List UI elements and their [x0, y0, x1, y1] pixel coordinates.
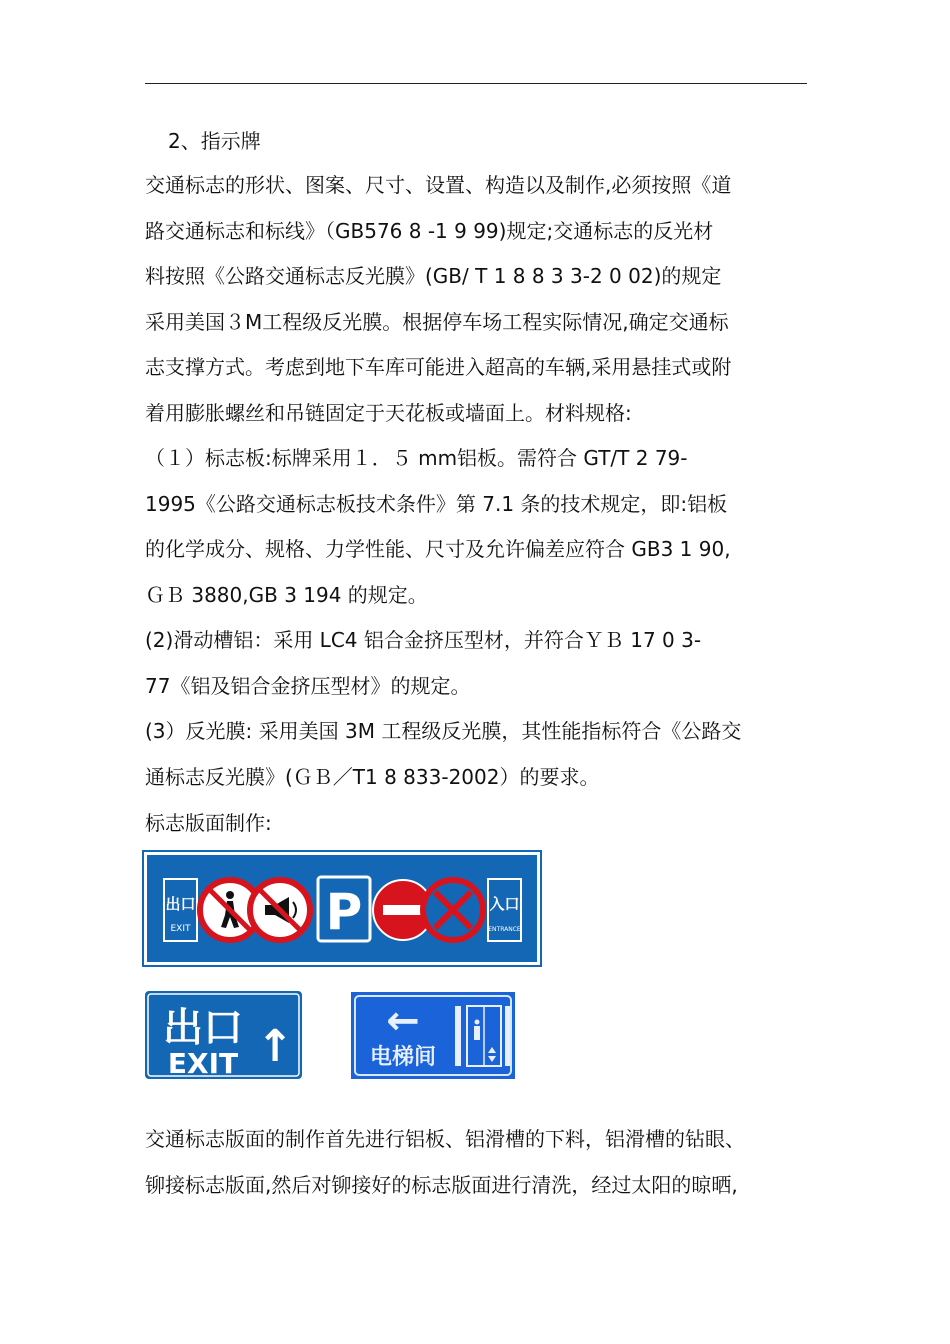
- text-line: 志支撑方式。考虑到地下车库可能进入超高的车辆,采用悬挂式或附: [145, 355, 732, 379]
- sign-panel-image: [144, 852, 540, 965]
- exit-sign-cn: 出口: [163, 1005, 243, 1051]
- elevator-sign-graphic: [351, 992, 515, 1079]
- paragraph-sliding-channel: [145, 618, 815, 709]
- header-rule: [145, 83, 807, 84]
- sign-panel-graphic: [147, 855, 537, 962]
- entrance-cn-label: 入口: [489, 895, 520, 913]
- text-line: 料按照《公路交通标志反光膜》(GB/ T 1 8 8 3 3-2 0 02)的规定: [145, 264, 722, 288]
- text-line: 路交通标志和标线》（GB576 8 -1 9 99)规定;交通标志的反光材: [145, 218, 714, 243]
- exit-sign-graphic: [145, 991, 302, 1079]
- text-line: 交通标志版面的制作首先进行铝板、铝滑槽的下料，铝滑槽的钻眼、: [145, 1127, 745, 1151]
- text-line: 通标志反光膜》(ＧＢ／T1 8 833-2002）的要求。: [145, 764, 600, 789]
- text-line: (2)滑动槽铝：采用 LC4 铝合金挤压型材，并符合ＹＢ 17 0 3-: [145, 628, 702, 652]
- text-line: 着用膨胀螺丝和吊链固定于天花板或墙面上。材料规格:: [145, 400, 632, 425]
- text-line: 铆接标志版面,然后对铆接好的标志版面进行清洗，经过太阳的晾晒,: [145, 1172, 738, 1197]
- caption-sign-layout: 标志版面制作:: [145, 811, 272, 835]
- elevator-label: 电梯间: [369, 1045, 437, 1070]
- paragraph-production: [145, 1117, 815, 1208]
- exit-sign-image: [145, 991, 302, 1079]
- exit-en-label: EXIT: [170, 924, 191, 934]
- elevator-sign-image: [351, 992, 515, 1079]
- text-line: 交通标志的形状、图案、尺寸、设置、构造以及制作,必须按照《道: [145, 173, 732, 197]
- text-line: 77《铝及铝合金挤压型材》的规定。: [145, 673, 471, 698]
- up-arrow-icon: ↑: [256, 1021, 294, 1072]
- parking-label: P: [325, 883, 363, 941]
- exit-sign-en: EXIT: [167, 1047, 239, 1079]
- text-line: 的化学成分、规格、力学性能、尺寸及允许偏差应符合 GB3 1 90,: [145, 537, 731, 561]
- paragraph-materials: [145, 163, 815, 436]
- text-line: 采用美国３M工程级反光膜。根据停车场工程实际情况,确定交通标: [145, 309, 729, 334]
- text-line: （１）标志板:标牌采用１．５ mm铝板。需符合 GT/T 2 79-: [145, 446, 688, 470]
- paragraph-reflective-film: [145, 709, 815, 800]
- paragraph-sign-board: [145, 436, 815, 618]
- text-line: (3）反光膜: 采用美国 3M 工程级反光膜，其性能指标符合《公路交: [145, 719, 742, 743]
- exit-cn-label: 出口: [165, 895, 196, 913]
- text-line: 1995《公路交通标志板技术条件》第 7.1 条的技术规定，即:铝板: [145, 491, 728, 516]
- text-line: ＧＢ 3880,GB 3 194 的规定。: [145, 582, 428, 607]
- section-heading: 2、指示牌: [168, 129, 261, 153]
- left-arrow-icon: ←: [386, 998, 420, 1044]
- entrance-en-label: ENTRANCE: [488, 926, 521, 933]
